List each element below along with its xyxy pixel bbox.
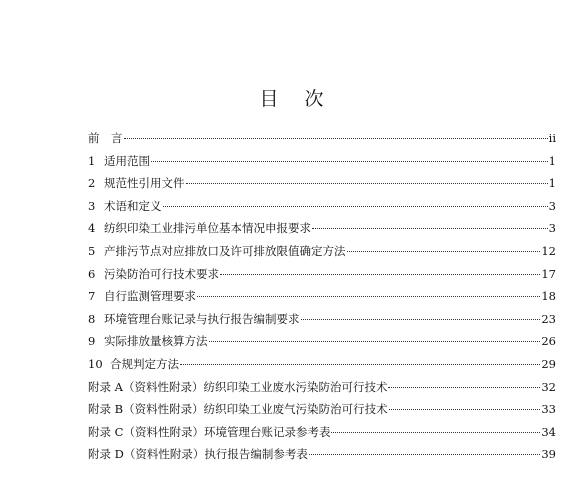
toc-entry-appendix-a[interactable] [88, 376, 556, 399]
toc-entry-title: 附录 A（资料性附录）纺织印染工业废水污染防治可行技术 [88, 379, 388, 394]
toc-entry-page: 17 [541, 266, 556, 281]
toc-entry-number: 6 [88, 266, 96, 281]
toc-entry-appendix-c[interactable] [88, 421, 556, 444]
toc-entry-title: 术语和定义 [104, 198, 162, 213]
toc-entry-3[interactable] [88, 195, 556, 218]
toc-entry-number: 10 [88, 356, 103, 371]
toc-entry-title: 产排污节点对应排放口及许可排放限值确定方法 [104, 243, 346, 258]
toc-entry-title: 实际排放量核算方法 [104, 334, 208, 349]
dot-leader [151, 161, 548, 162]
toc-entry-10[interactable] [88, 353, 556, 376]
toc-entry-number: 9 [88, 334, 96, 349]
toc-entry-title: 纺织印染工业排污单位基本情况申报要求 [104, 221, 311, 236]
toc-heading-char-2: 次 [304, 88, 324, 110]
toc-entry-4[interactable] [88, 217, 556, 240]
dot-leader [163, 206, 548, 207]
toc-entry-page: 26 [541, 334, 556, 349]
toc-entry-page: 33 [541, 402, 556, 417]
toc-entry-title: 前 言 [88, 131, 123, 145]
toc-entry-title: 合规判定方法 [110, 356, 179, 371]
toc-entry-page: 23 [541, 311, 556, 326]
toc-entry-9[interactable] [88, 330, 556, 353]
toc-entry-page: 29 [541, 356, 556, 371]
toc-entry-page: 3 [548, 221, 556, 236]
dot-leader [209, 341, 541, 342]
toc-entry-6[interactable] [88, 263, 556, 286]
dot-leader [186, 183, 548, 184]
toc-entry-page: ii [548, 131, 556, 145]
toc-entry-number: 4 [88, 221, 96, 236]
toc-entry-appendix-d[interactable] [88, 443, 556, 466]
dot-leader [220, 274, 540, 275]
toc-entry-number: 2 [88, 176, 96, 191]
toc-entry-title: 自行监测管理要求 [104, 289, 196, 304]
toc-entry-page: 1 [548, 153, 556, 168]
toc-entry-page: 3 [548, 198, 556, 213]
dot-leader [347, 251, 541, 252]
toc-entry-number: 8 [88, 311, 96, 326]
toc-entry-title: 附录 D（资料性附录）执行报告编制参考表 [88, 447, 308, 462]
toc-entry-page: 32 [541, 379, 556, 394]
toc-entry-number: 1 [88, 153, 96, 168]
toc-entry-page: 39 [541, 447, 556, 462]
toc-entry-page: 12 [541, 243, 556, 258]
toc-entry-title: 适用范围 [104, 153, 150, 168]
toc-entry-title: 环境管理台账记录与执行报告编制要求 [104, 311, 300, 326]
toc-heading-char-1: 目 [259, 88, 279, 110]
dot-leader [389, 409, 541, 410]
table-of-contents [88, 127, 556, 466]
toc-entry-2[interactable] [88, 172, 556, 195]
toc-entry-5[interactable] [88, 240, 556, 263]
dot-leader [312, 228, 548, 229]
dot-leader [309, 454, 540, 455]
toc-entry-page: 1 [548, 176, 556, 191]
toc-entry-number: 3 [88, 198, 96, 213]
dot-leader [197, 296, 540, 297]
toc-entry-1[interactable] [88, 150, 556, 173]
toc-entry-8[interactable] [88, 308, 556, 331]
toc-heading [0, 84, 583, 111]
dot-leader [180, 364, 540, 365]
dot-leader [124, 138, 548, 139]
dot-leader [388, 387, 540, 388]
toc-entry-page: 34 [541, 424, 556, 439]
toc-entry-preface[interactable] [88, 127, 556, 150]
toc-entry-title: 规范性引用文件 [104, 176, 185, 191]
toc-entry-title: 附录 C（资料性附录）环境管理台账记录参考表 [88, 424, 331, 439]
toc-entry-title: 污染防治可行技术要求 [104, 266, 219, 281]
toc-entry-number: 7 [88, 289, 96, 304]
dot-leader [331, 432, 540, 433]
toc-entry-appendix-b[interactable] [88, 398, 556, 421]
toc-entry-7[interactable] [88, 285, 556, 308]
toc-entry-number: 5 [88, 243, 96, 258]
dot-leader [301, 319, 541, 320]
toc-entry-page: 18 [541, 289, 556, 304]
toc-entry-title: 附录 B（资料性附录）纺织印染工业废气污染防治可行技术 [88, 402, 388, 417]
